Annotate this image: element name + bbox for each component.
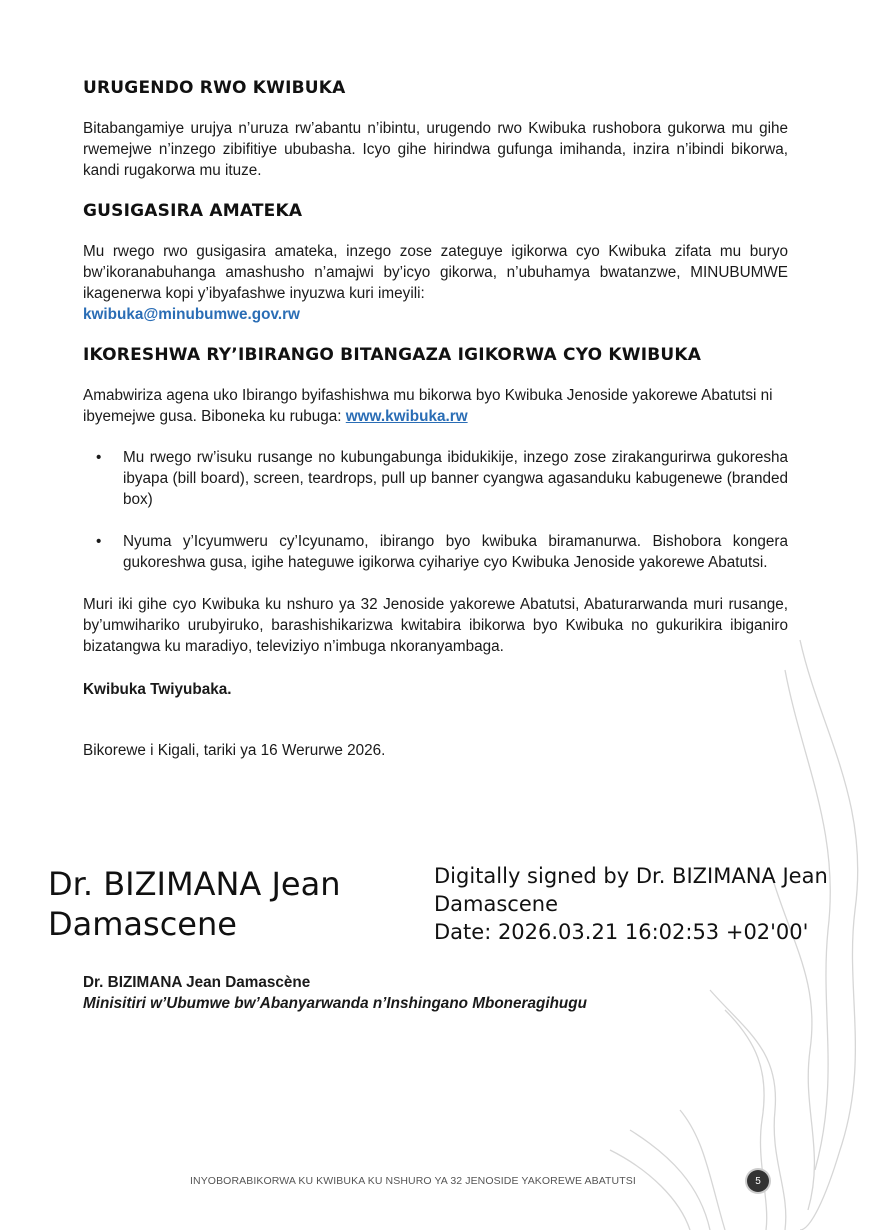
section-heading-gusigasira: GUSIGASIRA AMATEKA <box>83 201 303 221</box>
list-item <box>83 447 788 510</box>
page-footer: INYOBORABIKORWA KU KWIBUKA KU NSHURO YA 32 JENOSIDE YAKOREWE ABATUTSI <box>190 1175 636 1187</box>
motto: Kwibuka Twiyubaka. <box>83 681 232 698</box>
list-item-text: Mu rwego rw’isuku rusange no kubungabunga ibidukikije, inzego zose zirakangurirwa gukoresha ibyapa (bill board), screen, teardrops, pull up banner cyangwa agasanduku kabugenewe (branded box) <box>123 449 788 508</box>
list-item-text: Nyuma y’Icyumweru cy’Icyunamo, ibirango byo kwibuka biramanurwa. Bishobora kongera gukoreshwa gusa, igihe hateguwe igikorwa cyihariye cyo Kwibuka Jenoside yakorewe Abatutsi. <box>123 533 788 571</box>
signature-name-line2: Damascene <box>48 905 237 943</box>
section-body-ibirango <box>83 385 788 427</box>
closing-paragraph: Muri iki gihe cyo Kwibuka ku nshuro ya 32 Jenoside yakorewe Abatutsi, Abaturarwanda muri rusange, by’umwihariko urubyiruko, barashishikarizwa kwitabira ibikorwa byo Kwibuka no gukurikira ibiganiro bizatangwa ku maradiyo, televiziyo n’imbuga nkoranyambaga. <box>83 596 788 655</box>
section-heading-ibirango: IKORESHWA RY’IBIRANGO BITANGAZA IGIKORWA CYO KWIBUKA <box>83 345 702 365</box>
ibirango-text: Amabwiriza agena uko Ibirango byifashishwa mu bikorwa byo Kwibuka Jenoside yakorewe Abatutsi ni ibyemejwe gusa. Biboneka ku rubuga: <box>83 387 773 425</box>
signature-info-line2: Damascene <box>434 892 559 916</box>
bullet-icon: • <box>96 449 102 466</box>
section-body-urugendo: Bitabangamiye urujya n’uruza rw’abantu n’ibintu, urugendo rwo Kwibuka rushobora gukorwa mu gihe rwemejwe n’inzego zibifitiye ububasha. Icyo gihe hirindwa gufunga imihanda, inzira n’ibindi bikorwa, kandi rugakorwa mu ituze. <box>83 120 788 179</box>
signature-info-line1: Digitally signed by Dr. BIZIMANA Jean <box>434 864 828 888</box>
section-body-gusigasira: Mu rwego rwo gusigasira amateka, inzego zose zateguye igikorwa cyo Kwibuka zifata mu buryo bw’ikoranabuhanga amashusho n’amajwi by’icyo gikorwa, n’ubuhamya bwatanzwe, MINUBUMWE ikagenerwa kopi y’ibyafashwe inyuzwa kuri imeyili: <box>83 243 788 302</box>
signature-info-line3: Date: 2026.03.21 16:02:53 +02'00' <box>434 920 809 944</box>
signature-name <box>48 864 378 944</box>
signer-name: Dr. BIZIMANA Jean Damascène <box>83 974 311 991</box>
main-content <box>83 78 788 761</box>
bullet-list <box>83 447 788 573</box>
signer-block <box>83 972 587 1014</box>
signer-title: Minisitiri w’Ubumwe bw’Abanyarwanda n’Inshingano Mboneragihugu <box>83 995 587 1012</box>
place-date: Bikorewe i Kigali, tariki ya 16 Werurwe 2026. <box>83 742 386 759</box>
section-heading-urugendo: URUGENDO RWO KWIBUKA <box>83 78 346 98</box>
website-link[interactable]: www.kwibuka.rw <box>345 408 468 425</box>
bullet-icon: • <box>96 533 102 550</box>
email-link[interactable]: kwibuka@minubumwe.gov.rw <box>83 306 300 323</box>
email-paragraph <box>83 304 788 325</box>
digital-signature-info <box>434 862 854 946</box>
list-item <box>83 531 788 573</box>
page-number: 5 <box>747 1170 769 1192</box>
signature-name-line1: Dr. BIZIMANA Jean <box>48 865 341 903</box>
